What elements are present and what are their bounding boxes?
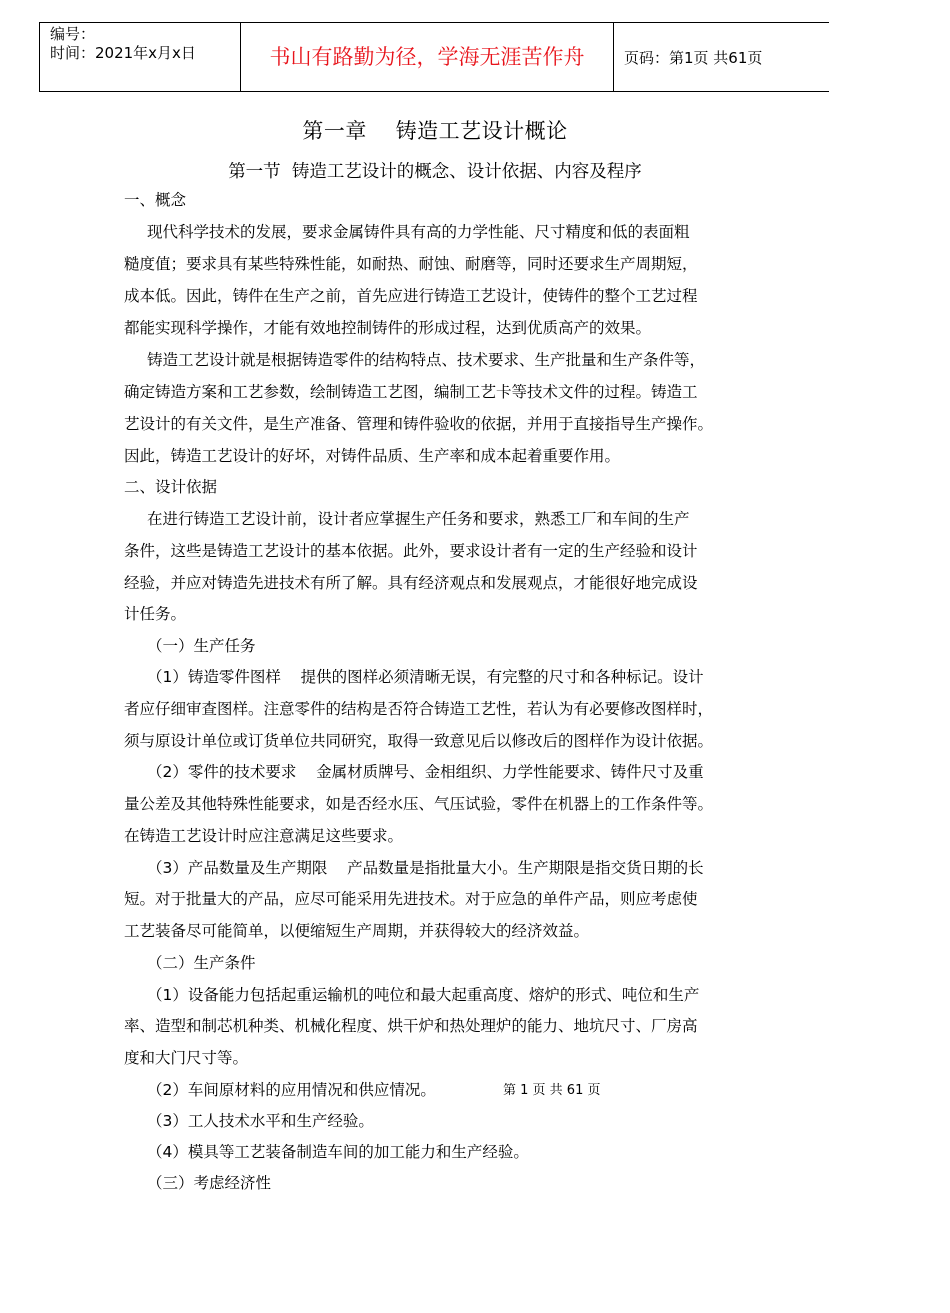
header-page-cell [614, 23, 829, 91]
header-meta-cell [39, 23, 241, 91]
body-line: 经验，并应对铸造先进技术有所了解。具有经济观点和发展观点，才能很好地完成设 [124, 574, 698, 592]
body-line: 在铸造工艺设计时应注意满足这些要求。 [124, 827, 404, 845]
heading-concept: 一、概念 [124, 191, 187, 209]
body-line: 计任务。 [124, 605, 187, 623]
body-line: 率、造型和制芯机种类、机械化程度、烘干炉和热处理炉的能力、地坑尺寸、厂房高 [124, 1017, 698, 1035]
heading-design-basis: 二、设计依据 [124, 478, 218, 496]
body-line: 因此，铸造工艺设计的好坏，对铸件品质、生产率和成本起着重要作用。 [124, 447, 621, 465]
body-line: （3）工人技术水平和生产经验。 [147, 1112, 374, 1130]
body-line: 铸造工艺设计就是根据铸造零件的结构特点、技术要求、生产批量和生产条件等， [147, 351, 706, 369]
body-line: （4）模具等工艺装备制造车间的加工能力和生产经验。 [147, 1143, 529, 1161]
body-line: 成本低。因此，铸件在生产之前，首先应进行铸造工艺设计，使铸件的整个工艺过程 [124, 287, 698, 305]
body-line: 须与原设计单位或订货单位共同研究，取得一致意见后以修改后的图样作为设计依据。 [124, 732, 714, 750]
body-line: （2）零件的技术要求 金属材质牌号、金相组织、力学性能要求、铸件尺寸及重 [147, 763, 704, 781]
body-line: 艺设计的有关文件，是生产准备、管理和铸件验收的依据，并用于直接指导生产操作。 [124, 415, 714, 433]
chapter-title: 第一章 铸造工艺设计概论 [302, 119, 568, 143]
subheading-economy: （三）考虑经济性 [147, 1174, 272, 1192]
body-line: 短。对于批量大的产品，应尽可能采用先进技术。对于应急的单件产品，则应考虑使 [124, 890, 698, 908]
body-line: （1）铸造零件图样 提供的图样必须清晰无误，有完整的尺寸和各种标记。设计 [147, 668, 704, 686]
document-time-label: 时间：2021年x月x日 [50, 44, 196, 62]
body-line: （2）车间原材料的应用情况和供应情况。 [147, 1081, 436, 1099]
section-title: 第一节 铸造工艺设计的概念、设计依据、内容及程序 [228, 162, 642, 182]
subheading-production-conditions: （二）生产条件 [147, 954, 256, 972]
body-line: （1）设备能力包括起重运输机的吨位和最大起重高度、熔炉的形式、吨位和生产 [147, 986, 700, 1004]
body-line: （3）产品数量及生产期限 产品数量是指批量大小。生产期限是指交货日期的长 [147, 859, 704, 877]
body-line: 度和大门尺寸等。 [124, 1049, 249, 1067]
page-header [39, 22, 829, 92]
body-line: 量公差及其他特殊性能要求，如是否经水压、气压试验，零件在机器上的工作条件等。 [124, 795, 714, 813]
page-footer: 第 1 页 共 61 页 [503, 1083, 601, 1098]
subheading-production-task: （一）生产任务 [147, 637, 256, 655]
body-line: 确定铸造方案和工艺参数，绘制铸造工艺图，编制工艺卡等技术文件的过程。铸造工 [124, 383, 698, 401]
body-line: 现代科学技术的发展，要求金属铸件具有高的力学性能、尺寸精度和低的表面粗 [147, 223, 690, 241]
header-page-number: 页码：第1页 共61页 [624, 49, 763, 67]
body-line: 都能实现科学操作，才能有效地控制铸件的形成过程，达到优质高产的效果。 [124, 319, 652, 337]
body-line: 糙度值；要求具有某些特殊性能，如耐热、耐蚀、耐磨等，同时还要求生产周期短， [124, 255, 698, 273]
header-motto-cell [241, 23, 614, 91]
header-motto: 书山有路勤为径，学海无涯苦作舟 [269, 45, 585, 69]
body-line: 工艺装备尽可能简单，以便缩短生产周期，并获得较大的经济效益。 [124, 922, 590, 940]
body-line: 者应仔细审查图样。注意零件的结构是否符合铸造工艺性，若认为有必要修改图样时， [124, 700, 714, 718]
body-line: 在进行铸造工艺设计前，设计者应掌握生产任务和要求，熟悉工厂和车间的生产 [147, 510, 690, 528]
document-number-label: 编号： [50, 25, 96, 43]
body-line: 条件，这些是铸造工艺设计的基本依据。此外，要求设计者有一定的生产经验和设计 [124, 542, 698, 560]
